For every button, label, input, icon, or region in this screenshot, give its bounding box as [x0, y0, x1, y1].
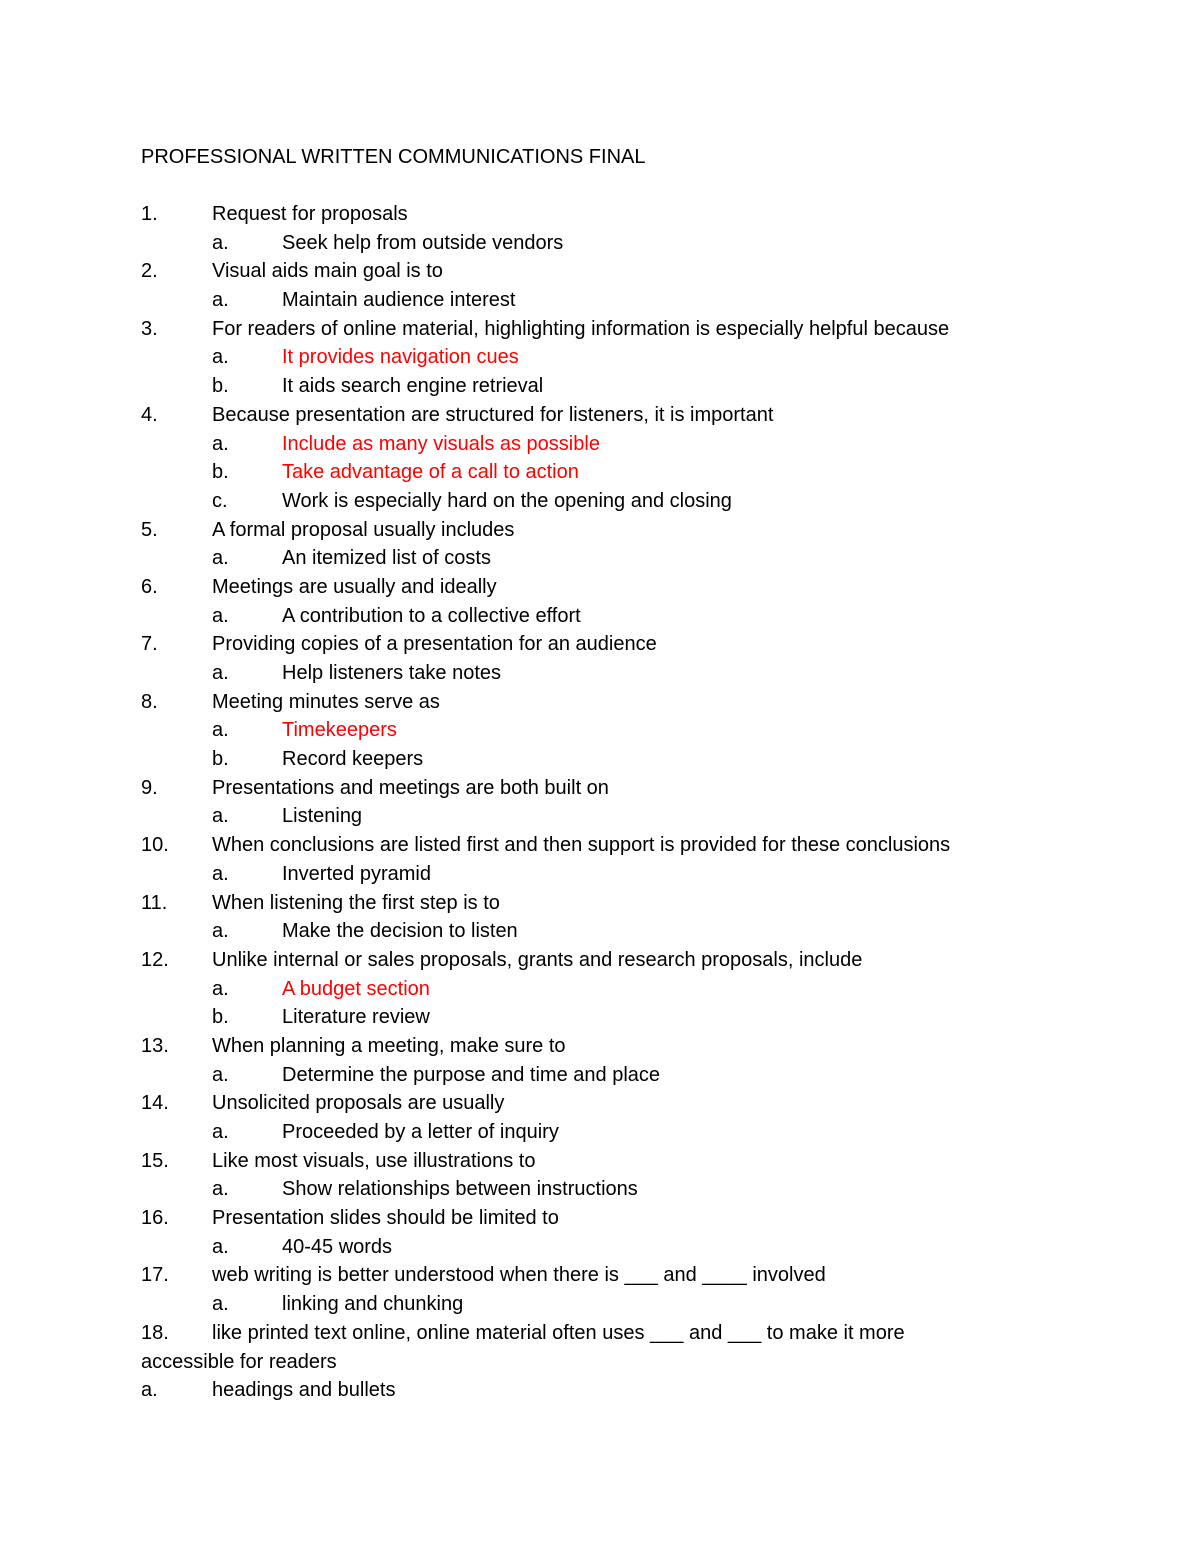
question-number: 9.: [141, 776, 158, 799]
answer-item: [0, 458, 1200, 487]
question-number: 5.: [141, 518, 158, 541]
answer-text: An itemized list of costs: [282, 547, 491, 570]
question-number: 2.: [141, 260, 158, 283]
answer-letter: a.: [212, 432, 229, 455]
answer-letter: c.: [212, 489, 228, 512]
question-item: [0, 1261, 1200, 1290]
answer-item: [0, 802, 1200, 831]
answer-text: Inverted pyramid: [282, 862, 431, 885]
answer-item: [0, 716, 1200, 745]
question-number: 1.: [141, 203, 158, 225]
question-list: [0, 200, 1200, 1405]
answer-item: [0, 860, 1200, 889]
answer-item: [0, 544, 1200, 573]
question-text: Unsolicited proposals are usually: [212, 1092, 505, 1115]
question-item: [0, 946, 1200, 975]
answer-text: A budget section: [282, 977, 430, 1000]
answer-letter: a.: [212, 289, 229, 312]
answer-text: Proceeded by a letter of inquiry: [282, 1121, 559, 1143]
question-item: [0, 516, 1200, 545]
question-item: [0, 1319, 1200, 1348]
question-item: [0, 573, 1200, 602]
question-number: 3.: [141, 317, 158, 340]
answer-item: [0, 372, 1200, 401]
question-text: web writing is better understood when there is ___ and ____ involved: [212, 1264, 826, 1287]
question-text: For readers of online material, highlighting information is especially helpful because: [212, 317, 950, 340]
answer-item: [0, 229, 1200, 258]
answer-letter: a.: [212, 1293, 229, 1316]
answer-text: Determine the purpose and time and place: [282, 1063, 661, 1086]
answer-letter: a.: [212, 604, 229, 627]
question-text: like printed text online, online material often uses ___ and ___ to make it more: [212, 1321, 905, 1344]
answer-text: Literature review: [282, 1006, 430, 1029]
question-number: 4.: [141, 403, 158, 426]
answer-item: [0, 1376, 1200, 1405]
answer-text: Work is especially hard on the opening and closing: [282, 489, 732, 512]
answer-letter: a.: [212, 805, 229, 828]
answer-item: [0, 659, 1200, 688]
question-number: 18.: [141, 1321, 169, 1344]
answer-text: It aids search engine retrieval: [282, 375, 544, 398]
question-number: 11.: [141, 891, 168, 914]
answer-letter: b.: [212, 1006, 229, 1029]
answer-text: A contribution to a collective effort: [282, 604, 581, 627]
question-number: 10.: [141, 834, 169, 857]
answer-text: 40-45 words: [282, 1235, 393, 1258]
question-text: Request for proposals: [212, 203, 408, 225]
answer-letter: a.: [141, 1379, 158, 1402]
question-number: 7.: [141, 633, 158, 656]
answer-letter: a.: [212, 977, 229, 1000]
answer-text: Maintain audience interest: [282, 289, 516, 312]
answer-item: [0, 1175, 1200, 1204]
question-item: [0, 401, 1200, 430]
question-text: Providing copies of a presentation for an audience: [212, 633, 657, 656]
question-number: 13.: [141, 1034, 169, 1057]
question-text-continued: accessible for readers: [141, 1350, 337, 1373]
question-item: [0, 831, 1200, 860]
question-item: [0, 257, 1200, 286]
question-item: [0, 630, 1200, 659]
answer-letter: a.: [212, 1121, 229, 1143]
question-text: A formal proposal usually includes: [212, 518, 515, 541]
answer-letter: a.: [212, 862, 229, 885]
question-number: 8.: [141, 690, 158, 713]
answer-item: [0, 343, 1200, 372]
answer-item: [0, 286, 1200, 315]
answer-text: Help listeners take notes: [282, 662, 502, 684]
answer-letter: a.: [212, 346, 229, 369]
answer-text: Show relationships between instructions: [282, 1178, 638, 1201]
question-text: Visual aids main goal is to: [212, 260, 443, 283]
answer-item: [0, 1233, 1200, 1262]
answer-letter: a.: [212, 719, 229, 742]
question-item: [0, 1032, 1200, 1061]
question-item: [0, 889, 1200, 918]
question-item: [0, 1089, 1200, 1118]
answer-item: [0, 745, 1200, 774]
question-number: 15.: [141, 1149, 169, 1172]
answer-letter: a.: [212, 1063, 229, 1086]
answer-item: [0, 1118, 1200, 1147]
answer-text: Seek help from outside vendors: [282, 231, 564, 254]
answer-letter: a.: [212, 1178, 229, 1201]
answer-text: Take advantage of a call to action: [282, 461, 579, 484]
question-number: 17.: [141, 1264, 169, 1287]
question-text: When planning a meeting, make sure to: [212, 1034, 566, 1057]
answer-text: It provides navigation cues: [282, 346, 519, 369]
answer-item: [0, 1003, 1200, 1032]
question-text: Meeting minutes serve as: [212, 690, 440, 713]
question-item: [0, 688, 1200, 717]
answer-letter: a.: [212, 1235, 229, 1258]
question-text: When conclusions are listed first and then support is provided for these conclusions: [212, 834, 951, 857]
question-text: Unlike internal or sales proposals, grants and research proposals, include: [212, 948, 863, 971]
answer-item: [0, 1061, 1200, 1090]
answer-text: headings and bullets: [212, 1379, 396, 1402]
answer-item: [0, 917, 1200, 946]
question-text: Presentations and meetings are both built on: [212, 776, 609, 799]
question-text: When listening the first step is to: [212, 891, 500, 914]
question-text: Like most visuals, use illustrations to: [212, 1149, 536, 1172]
question-item: [0, 315, 1200, 344]
question-text: Presentation slides should be limited to: [212, 1207, 559, 1230]
document-title: PROFESSIONAL WRITTEN COMMUNICATIONS FINAL: [141, 146, 646, 168]
question-number: 12.: [141, 948, 169, 971]
answer-text: Listening: [282, 805, 363, 828]
question-text: Meetings are usually and ideally: [212, 575, 497, 598]
answer-text: linking and chunking: [282, 1293, 464, 1316]
question-item: [0, 1204, 1200, 1233]
answer-item: [0, 430, 1200, 459]
question-item: [0, 200, 1200, 229]
answer-item: [0, 602, 1200, 631]
question-item: [0, 774, 1200, 803]
question-text: Because presentation are structured for listeners, it is important: [212, 403, 774, 426]
question-number: 16.: [141, 1207, 169, 1230]
answer-letter: a.: [212, 920, 229, 943]
answer-text: Include as many visuals as possible: [282, 432, 600, 455]
answer-letter: a.: [212, 662, 229, 684]
answer-letter: a.: [212, 231, 229, 254]
answer-letter: b.: [212, 461, 229, 484]
question-item: [0, 1147, 1200, 1176]
answer-letter: b.: [212, 375, 229, 398]
answer-text: Make the decision to listen: [282, 920, 518, 943]
answer-text: Timekeepers: [282, 719, 397, 742]
question-continuation: [0, 1348, 1200, 1377]
question-number: 14.: [141, 1092, 169, 1115]
answer-text: Record keepers: [282, 748, 424, 771]
answer-item: [0, 1290, 1200, 1319]
answer-letter: b.: [212, 748, 229, 771]
answer-item: [0, 975, 1200, 1004]
question-number: 6.: [141, 575, 158, 598]
answer-letter: a.: [212, 547, 229, 570]
answer-item: [0, 487, 1200, 516]
